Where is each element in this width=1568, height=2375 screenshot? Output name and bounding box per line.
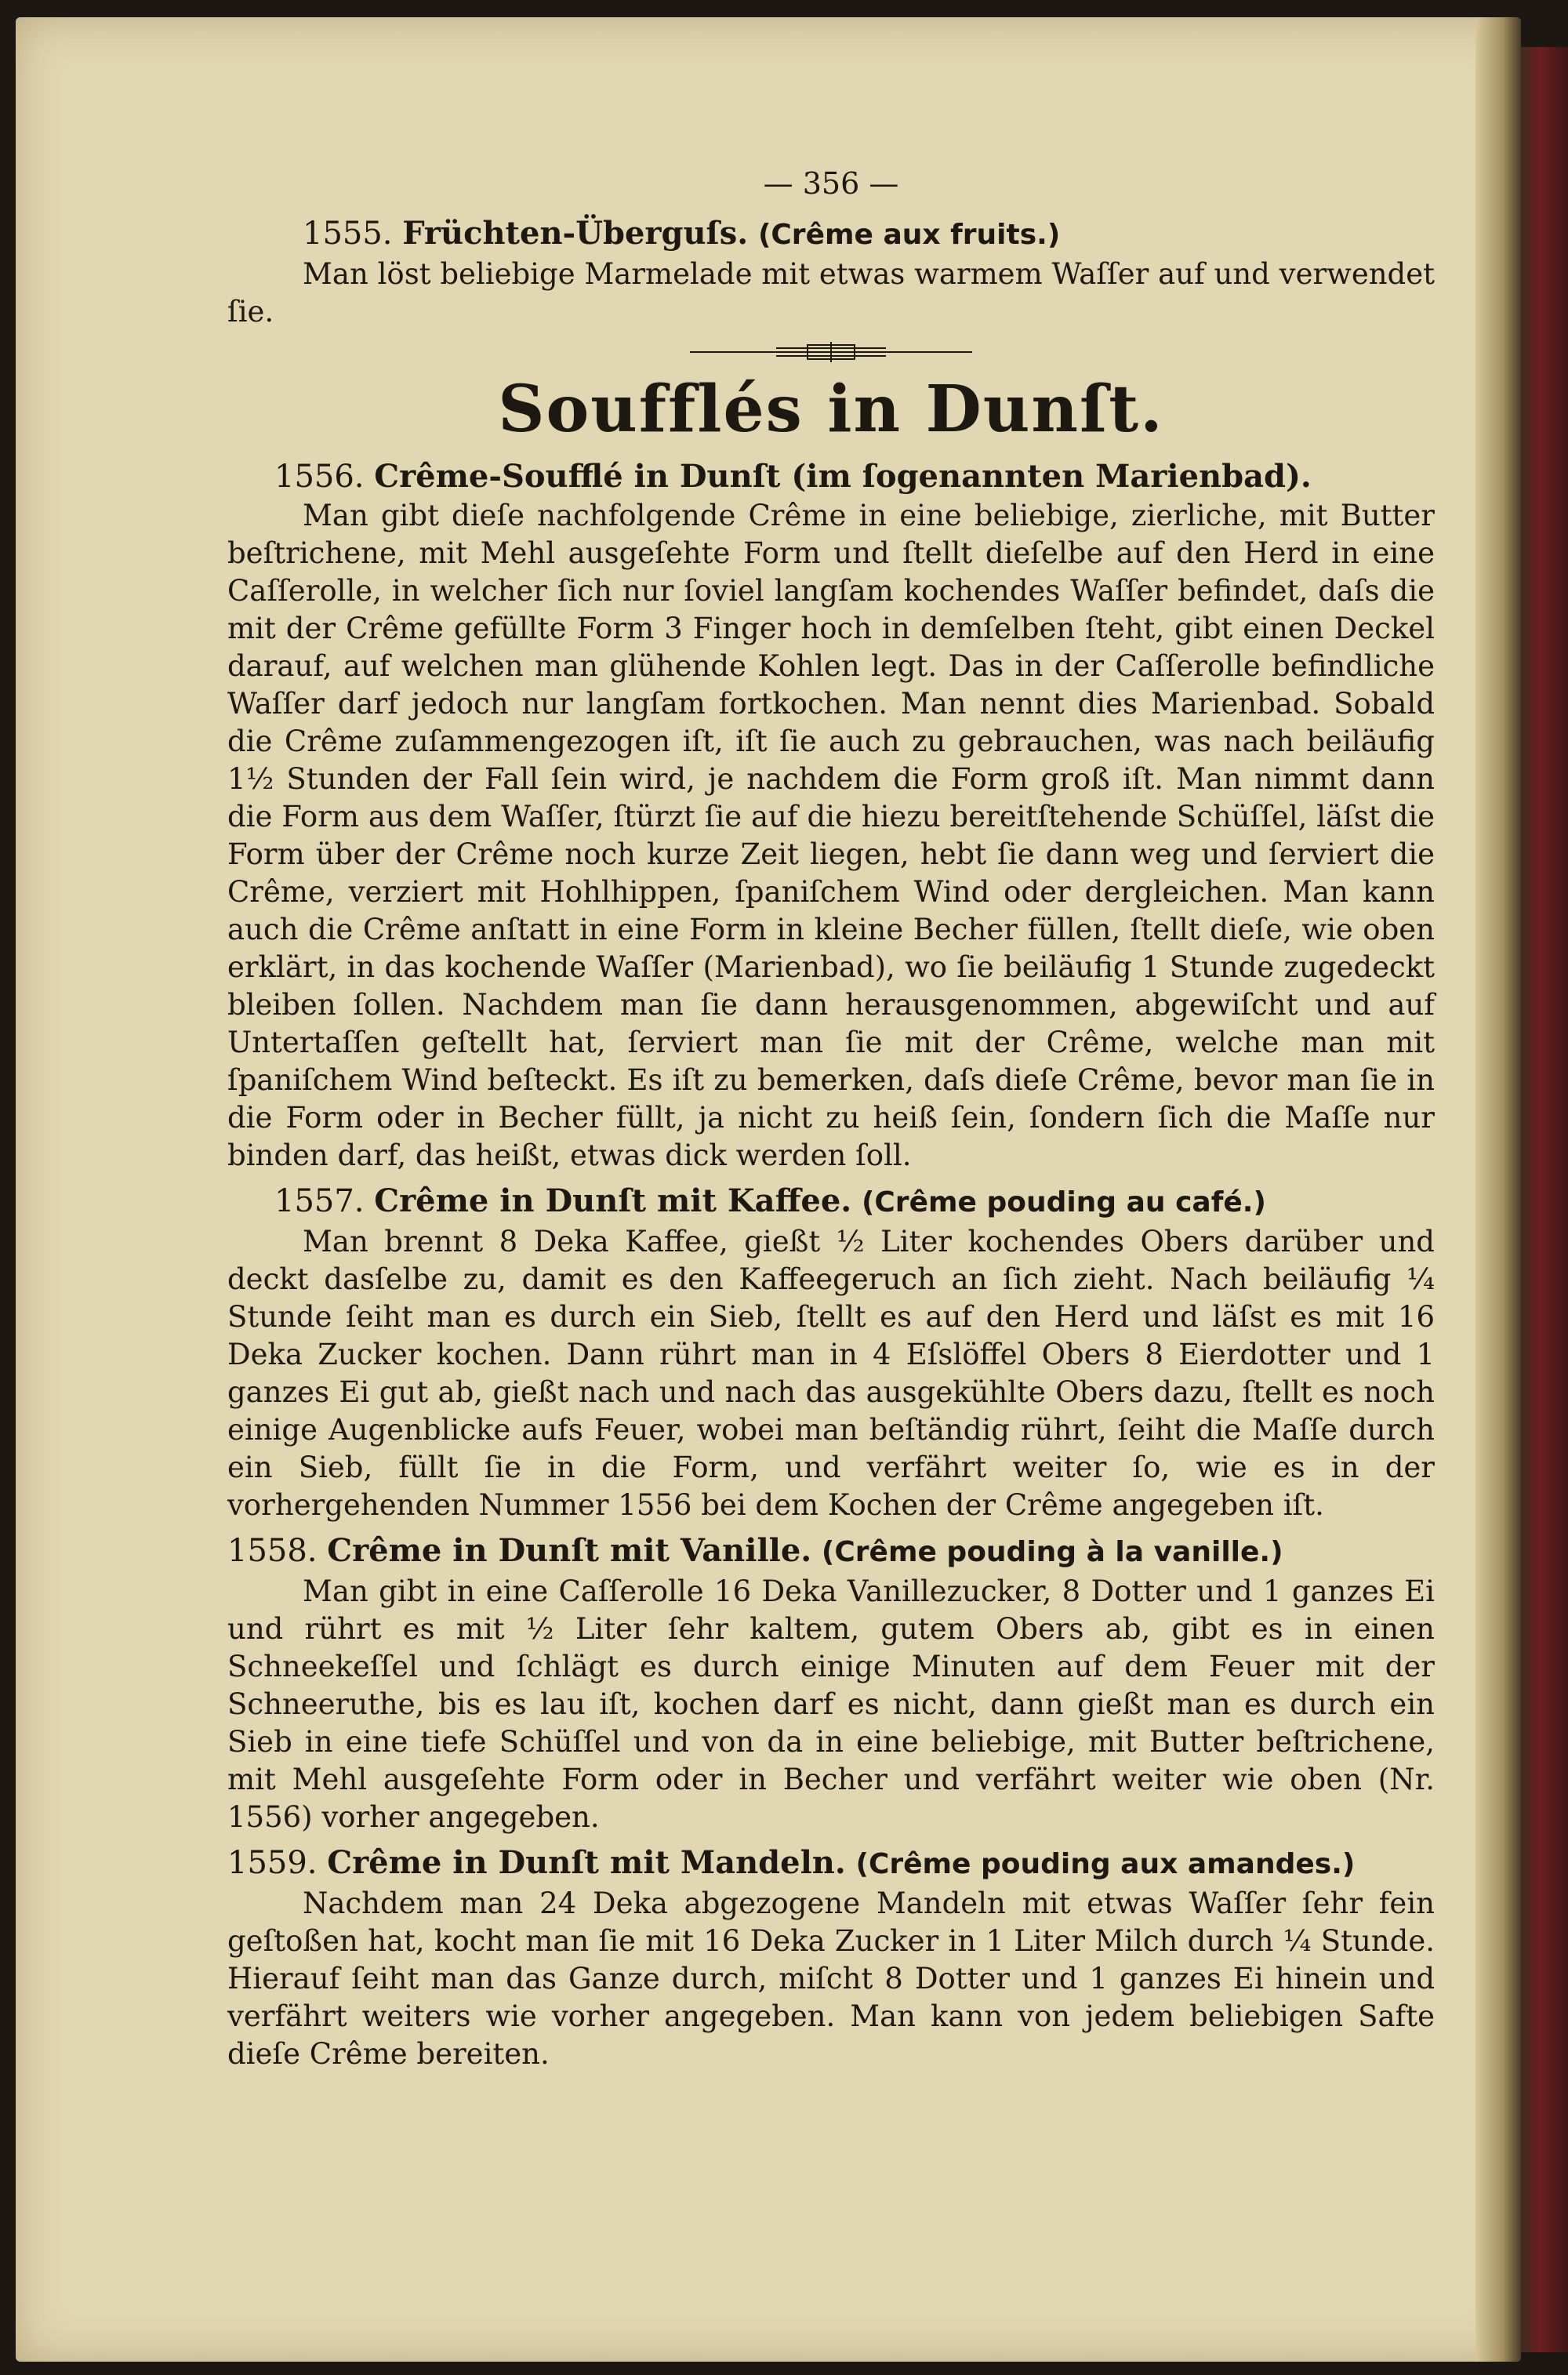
recipe-title: Crême-Soufflé in Dunſt (im ſogenannten Marienbad). bbox=[374, 458, 1312, 495]
recipe-title: Crême in Dunſt mit Kaffee. bbox=[374, 1182, 852, 1219]
recipe-title: Crême in Dunſt mit Vanille. bbox=[327, 1532, 812, 1569]
recipe-number: 1559. bbox=[227, 1845, 318, 1881]
recipe-title: Früchten-Überguſs. bbox=[402, 215, 749, 252]
recipe-1555 bbox=[227, 213, 1435, 331]
recipe-1557 bbox=[227, 1181, 1435, 1524]
recipe-title: Crême in Dunſt mit Mandeln. bbox=[327, 1844, 846, 1881]
recipe-french-title: (Crême pouding à la vanille.) bbox=[821, 1536, 1283, 1568]
recipe-heading bbox=[227, 213, 1435, 256]
recipe-heading bbox=[227, 1531, 1435, 1573]
recipe-number: 1557. bbox=[274, 1183, 365, 1219]
recipe-text: Man brennt 8 Deka Kaffee, gießt ½ Liter kochendes Obers darüber und deckt dasſelbe zu, damit es den Kaffeegeruch an ſich zieht. Nach beiläufig ¼ Stunde ſeiht man es durch ein Sieb, ſtellt es auf den Herd und läſst es mit 16 Deka Zucker kochen. Dann rührt man in 4 Eſslöffel Obers 8 Eierdotter und 1 ganzes Ei gut ab, gießt nach und nach das ausgekühlte Obers dazu, ſtellt es noch einige Augenblicke aufs Feuer, wobei man beſtändig rührt, ſeiht die Maſſe durch ein Sieb, füllt ſie in die Form, und verfährt weiter ſo, wie es in der vorhergehenden Nummer 1556 bei dem Kochen der Crême angegeben iſt. bbox=[227, 1225, 1435, 1522]
page-number: — 356 — bbox=[763, 166, 899, 201]
recipe-1556 bbox=[227, 456, 1435, 1175]
recipe-text: Man gibt in eine Caſſerolle 16 Deka Vanillezucker, 8 Dotter und 1 ganzes Ei und rührt es mit ½ Liter ſehr kaltem, gutem Obers ab, gibt es in einen Schneekeſſel und ſchlägt es durch einige Minuten auf dem Feuer mit der Schneeruthe, bis es lau iſt, kochen darf es nicht, dann gießt man es durch ein Sieb in eine tiefe Schüſſel und von da in eine beliebige, mit Butter beſtrichene, mit Mehl ausgeſehte Form oder in Becher und verfährt weiter wie oben (Nr. 1556) vorher angegeben. bbox=[227, 1574, 1435, 1834]
recipe-heading bbox=[227, 1843, 1435, 1885]
book-binding-edge bbox=[1521, 47, 1568, 2352]
recipe-number: 1555. bbox=[303, 216, 393, 252]
recipe-french-title: (Crême pouding au café.) bbox=[861, 1186, 1266, 1218]
recipe-number: 1558. bbox=[227, 1533, 318, 1569]
recipe-french-title: (Crême pouding aux amandes.) bbox=[855, 1848, 1356, 1880]
page-gutter-shadow bbox=[1475, 17, 1521, 2362]
recipe-1558 bbox=[227, 1531, 1435, 1836]
recipe-number: 1556. bbox=[274, 459, 365, 495]
recipe-french-title: (Crême aux fruits.) bbox=[757, 219, 1061, 251]
recipe-text: Man löst beliebige Marmelade mit etwas warmem Waſſer auf und verwendet ſie. bbox=[227, 257, 1435, 329]
page-text-block bbox=[227, 165, 1435, 2073]
recipe-text: Nachdem man 24 Deka abgezogene Mandeln mit etwas Waſſer ſehr fein geſtoßen hat, kocht man ſie mit 16 Deka Zucker in 1 Liter Milch durch ¼ Stunde. Hierauf ſeiht man das Ganze durch, miſcht 8 Dotter und 1 ganzes Ei hinein und verfährt weiters wie vorher angegeben. Man kann von jedem beliebigen Safte dieſe Crême bereiten. bbox=[227, 1887, 1435, 2071]
recipe-heading bbox=[227, 1181, 1435, 1223]
recipe-1559 bbox=[227, 1843, 1435, 2073]
recipe-text: Man gibt dieſe nachfolgende Crême in eine beliebige, zierliche, mit Butter beſtrichene, mit Mehl ausgeſehte Form und ſtellt dieſelbe auf den Herd in eine Caſſerolle, in welcher ſich nur ſoviel langſam kochendes Waſſer befindet, daſs die mit der Crême gefüllte Form 3 Finger hoch in demſelben ſteht, gibt einen Deckel darauf, auf welchen man glühende Kohlen legt. Das in der Caſſerolle befindliche Waſſer darf jedoch nur langſam fortkochen. Man nennt dies Marienbad. Sobald die Crême zuſammengezogen iſt, iſt ſie auch zu gebrauchen, was nach beiläufig 1½ Stunden der Fall ſein wird, je nachdem die Form groß iſt. Man nimmt dann die Form aus dem Waſſer, ſtürzt ſie auf die hiezu bereitſtehende Schüſſel, läſst die Form über der Crême noch kurze Zeit liegen, hebt ſie dann weg und ſerviert die Crême, verziert mit Hohlhippen, ſpaniſchem Wind oder dergleichen. Man kann auch die Crême anſtatt in eine Form in kleine Becher füllen, ſtellt dieſe, wie oben erklärt, in das kochende Waſſer (Marienbad), wo ſie beiläufig 1 Stunde zugedeckt bleiben ſollen. Nachdem man ſie dann herausgenommen, abgewiſcht und auf Untertaſſen geſtellt hat, ſerviert man ſie mit der Crême, welche man mit ſpaniſchem Wind beſteckt. Es iſt zu bemerken, daſs dieſe Crême, bevor man ſie in die Form oder in Becher füllt, ja nicht zu heiß ſein, ſondern ſich die Maſſe nur binden darf, das heißt, etwas dick werden ſoll. bbox=[227, 499, 1435, 1172]
ornament-divider-icon bbox=[690, 340, 972, 364]
recipe-heading bbox=[227, 456, 1435, 497]
section-title: Soufflés in Dunſt. bbox=[498, 372, 1164, 447]
